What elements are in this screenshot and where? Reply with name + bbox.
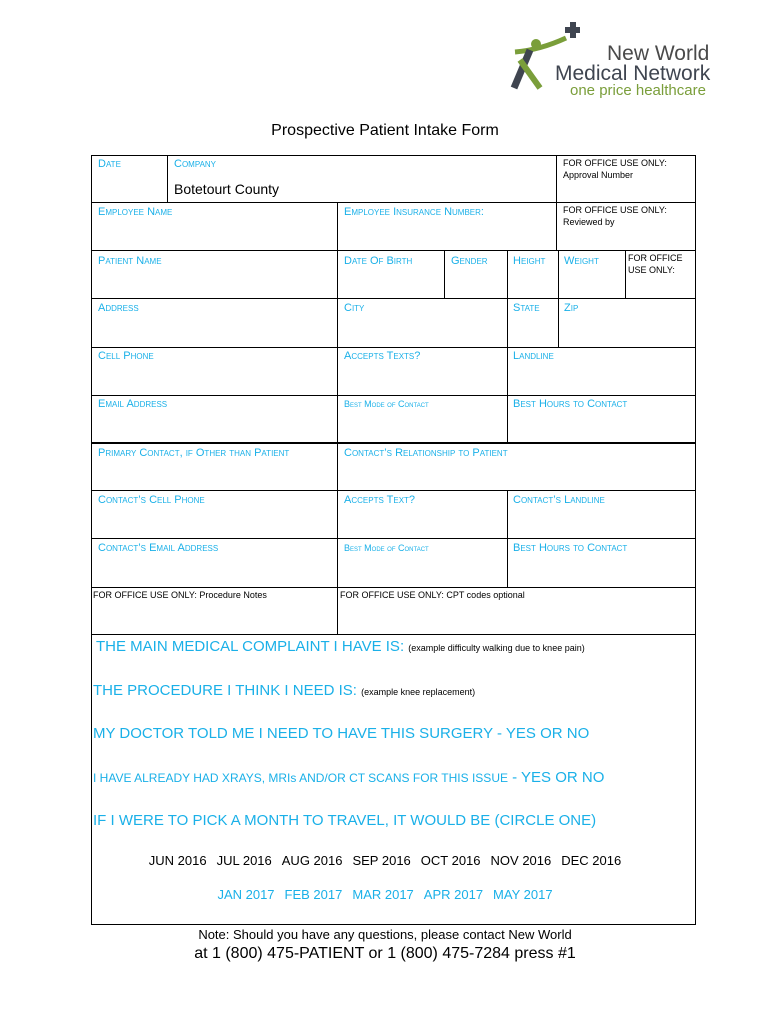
month-2017-option[interactable]: MAR 2017 xyxy=(352,887,414,902)
logo xyxy=(500,22,730,97)
office-use-reviewed: FOR OFFICE USE ONLY: Reviewed by xyxy=(563,205,667,227)
best-mode-label: Best Mode of Contact xyxy=(344,399,429,409)
months-2016-row xyxy=(0,853,770,868)
state-label: State xyxy=(513,302,540,314)
landline-label: Landline xyxy=(513,350,554,362)
patient-name-label: Patient Name xyxy=(98,255,162,267)
question-complaint: THE MAIN MEDICAL COMPLAINT I HAVE IS: (example difficulty walking due to knee pain) xyxy=(96,638,585,655)
month-2016-option[interactable]: OCT 2016 xyxy=(420,853,481,868)
address-label: Address xyxy=(98,302,139,314)
month-2016-option[interactable]: SEP 2016 xyxy=(352,853,411,868)
gender-label: Gender xyxy=(451,255,488,267)
contact-landline-label: Contact’s Landline xyxy=(513,494,605,506)
contact-best-mode-label: Best Mode of Contact xyxy=(344,543,429,553)
question-procedure: THE PROCEDURE I THINK I NEED IS: (example knee replacement) xyxy=(93,682,476,699)
date-label: Date xyxy=(98,158,121,170)
office-use-vitals: FOR OFFICE USE ONLY: xyxy=(628,253,683,275)
employee-insurance-label: Employee Insurance Number: xyxy=(344,206,484,218)
cpt-codes-label: FOR OFFICE USE ONLY: CPT codes optional xyxy=(340,590,525,600)
form-title: Prospective Patient Intake Form xyxy=(271,122,499,139)
zip-label: Zip xyxy=(564,302,579,314)
employee-name-label: Employee Name xyxy=(98,206,173,218)
weight-label: Weight xyxy=(564,255,599,267)
cell-phone-label: Cell Phone xyxy=(98,350,154,362)
procedure-example: (example knee replacement) xyxy=(361,687,476,697)
city-label: City xyxy=(344,302,365,314)
dob-label: Date Of Birth xyxy=(344,255,413,267)
question-travel: IF I WERE TO PICK A MONTH TO TRAVEL, IT WOULD BE (CIRCLE ONE) xyxy=(93,812,597,829)
logo-text-medical-network: Medical Network xyxy=(555,62,711,85)
month-2017-option[interactable]: APR 2017 xyxy=(423,887,484,902)
company-label: Company xyxy=(174,158,217,170)
month-2017-option[interactable]: FEB 2017 xyxy=(284,887,343,902)
logo-text-new-world: New World xyxy=(607,42,710,65)
month-2017-option[interactable]: JAN 2017 xyxy=(217,887,275,902)
question-doctor: MY DOCTOR TOLD ME I NEED TO HAVE THIS SURGERY - YES OR NO xyxy=(93,725,590,742)
note-line-1: Note: Should you have any questions, please contact New World xyxy=(198,927,572,942)
company-value[interactable]: Botetourt County xyxy=(174,181,280,197)
procedure-notes-label: FOR OFFICE USE ONLY: Procedure Notes xyxy=(93,590,267,600)
contact-email-label: Contact’s Email Address xyxy=(98,542,219,554)
month-2016-option[interactable]: NOV 2016 xyxy=(490,853,552,868)
complaint-example: (example difficulty walking due to knee pain) xyxy=(408,643,585,653)
month-2017-option[interactable]: MAY 2017 xyxy=(493,887,553,902)
contact-best-hours-label: Best Hours to Contact xyxy=(513,542,628,554)
contact-accepts-text-label: Accepts Text? xyxy=(344,494,416,506)
month-2016-option[interactable]: AUG 2016 xyxy=(281,853,343,868)
months-2017-row xyxy=(0,887,770,902)
month-2016-option[interactable]: JUN 2016 xyxy=(148,853,207,868)
month-2016-option[interactable]: JUL 2016 xyxy=(216,853,272,868)
email-label: Email Address xyxy=(98,398,168,410)
question-xrays: I HAVE ALREADY HAD XRAYS, MRIs AND/OR CT SCANS FOR THIS ISSUE - YES OR NO xyxy=(93,769,605,786)
height-label: Height xyxy=(513,255,546,267)
best-hours-label: Best Hours to Contact xyxy=(513,398,628,410)
office-use-approval: FOR OFFICE USE ONLY: Approval Number xyxy=(563,158,667,180)
contact-relationship-label: Contact’s Relationship to Patient xyxy=(344,447,508,459)
month-2016-option[interactable]: DEC 2016 xyxy=(561,853,622,868)
contact-cell-label: Contact’s Cell Phone xyxy=(98,494,205,506)
logo-text-tagline: one price healthcare xyxy=(570,82,706,99)
primary-contact-label: Primary Contact, if Other than Patient xyxy=(98,447,290,459)
accepts-texts-label: Accepts Texts? xyxy=(344,350,421,362)
note-line-2: at 1 (800) 475-PATIENT or 1 (800) 475-7284 press #1 xyxy=(194,945,576,962)
